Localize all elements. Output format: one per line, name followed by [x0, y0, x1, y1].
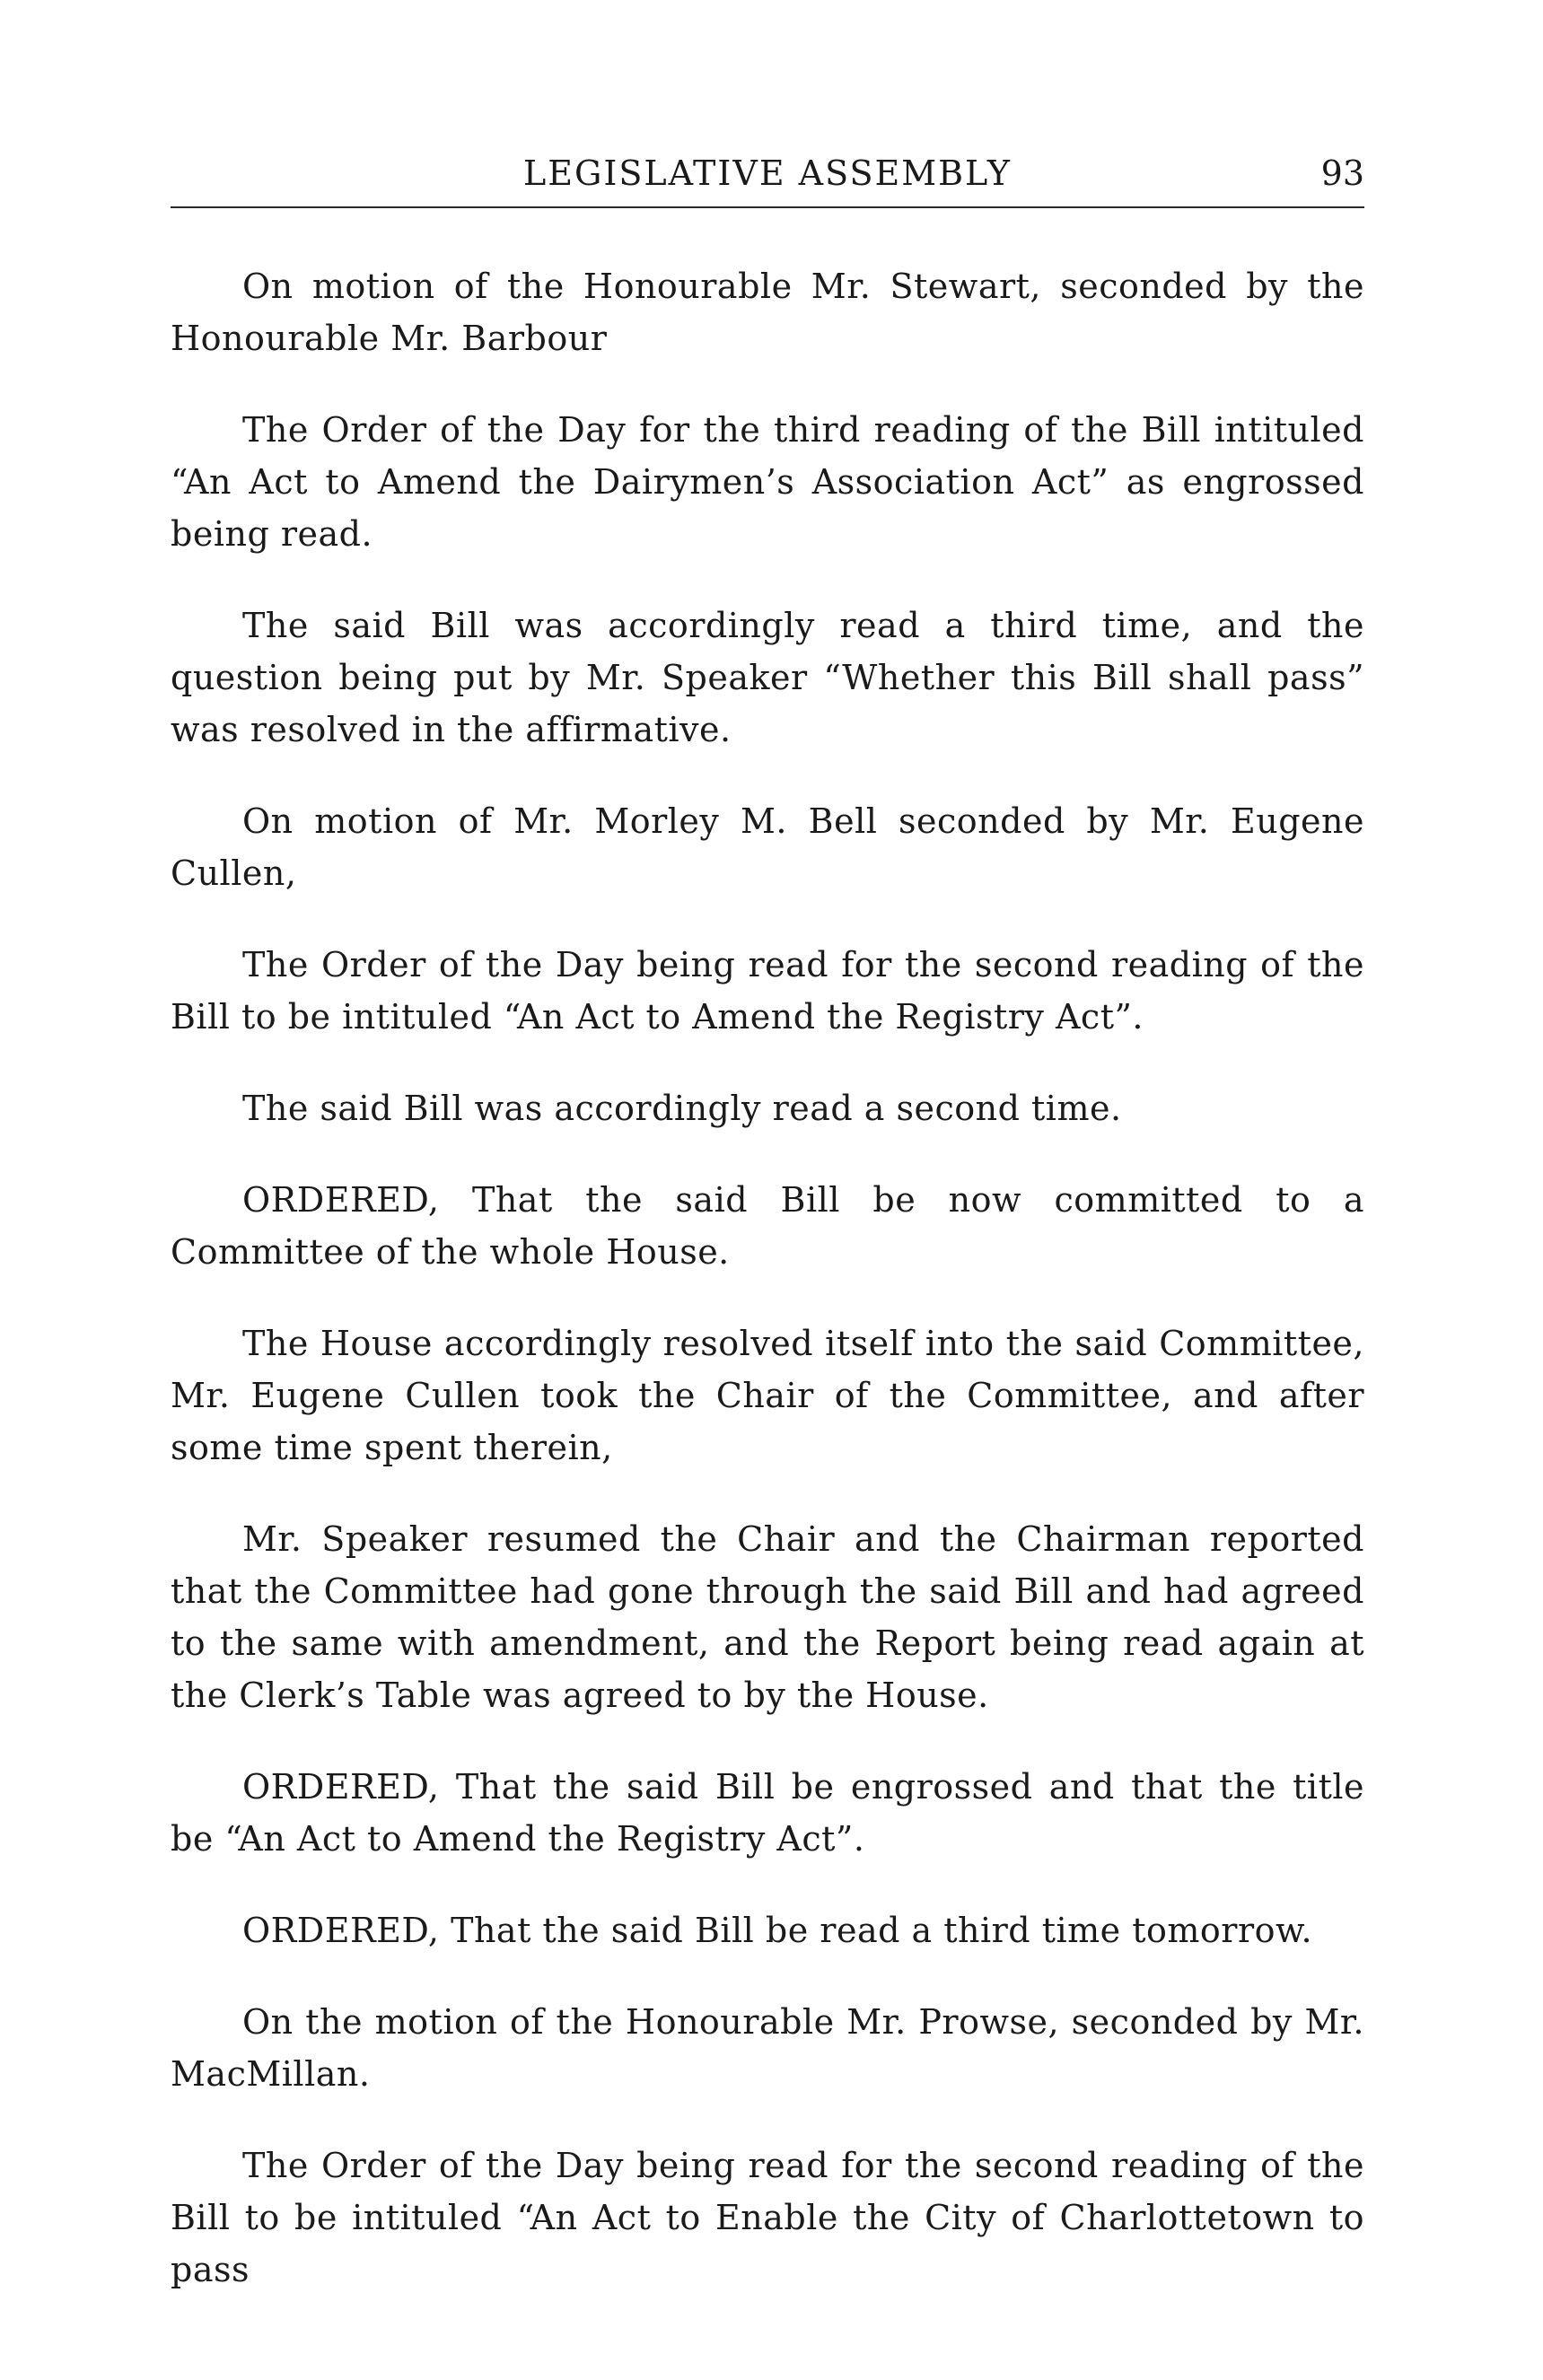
paragraph-order-charlottetown: The Order of the Day being read for the second reading of the Bill to be intituled “An Act to Enable the City of Charlottetown to pass [171, 2146, 1364, 2289]
page-number: 93 [1320, 153, 1364, 193]
paragraph-house-committee: The House accordingly resolved itself into the said Committee, Mr. Eugene Cullen took the Chair of the Committee, and after some time spent therein, [171, 1324, 1364, 1467]
body-text [171, 260, 1364, 2335]
paragraph-motion-prowse: On the motion of the Honourable Mr. Prowse, seconded by Mr. MacMillan. [171, 2002, 1364, 2094]
paragraph-order-third-reading: The Order of the Day for the third reading of the Bill intituled “An Act to Amend the Dairymen’s Association Act” as engrossed being read. [171, 410, 1364, 554]
paragraph-order-second-reading: The Order of the Day being read for the second reading of the Bill to be intituled “An Act to Amend the Registry Act”. [171, 945, 1364, 1037]
paragraph-ordered-engrossed: ORDERED, That the said Bill be engrossed and that the title be “An Act to Amend the Registry Act”. [171, 1767, 1364, 1859]
paragraph-read-second-time: The said Bill was accordingly read a second time. [242, 1089, 1122, 1128]
paragraph-ordered-third-reading: ORDERED, That the said Bill be read a third time tomorrow. [242, 1911, 1313, 1950]
running-title: LEGISLATIVE ASSEMBLY [523, 153, 1012, 193]
paragraph-speaker-resumed: Mr. Speaker resumed the Chair and the Chairman reported that the Committee had gone through the said Bill and had agreed to the same with amendment, and the Report being read again at the Clerk’s Table was agreed to by the House. [171, 1519, 1364, 1715]
paragraph-ordered-committed: ORDERED, That the said Bill be now committed to a Committee of the whole House. [171, 1180, 1364, 1272]
paragraph-motion-bell: On motion of Mr. Morley M. Bell seconded by Mr. Eugene Cullen, [171, 801, 1364, 893]
paragraph-motion-stewart: On motion of the Honourable Mr. Stewart, seconded by the Honourable Mr. Barbour [171, 267, 1364, 358]
paragraph-bill-passed: The said Bill was accordingly read a third time, and the question being put by Mr. Speaker “Whether this Bill shall pass” was resolved in the affirmative. [171, 606, 1364, 749]
page-header [171, 151, 1364, 208]
